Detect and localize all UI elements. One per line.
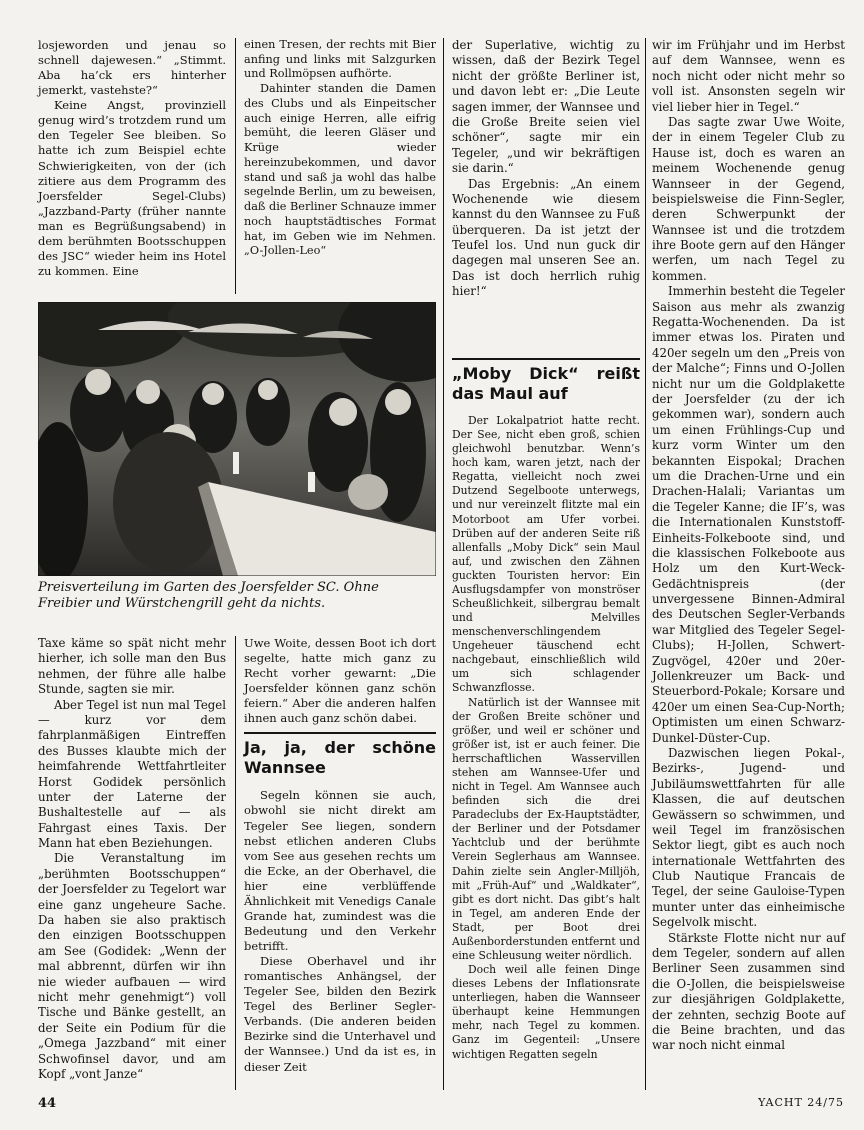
paragraph: Segeln können sie auch, obwohl sie nicht direkt am Tegeler See liegen, sondern nebst etlichen anderen Clubs vom See aus gesehen rechts um die Ecke, an der Oberhavel, die hier eine verblüffende Ähnlichkeit mit Venedigs Canale Grande hat, zumindest was die Bedeutung und den Verkehr betrifft. [244,788,436,953]
subheading-moby-dick: „Moby Dick“ reißt das Maul auf [452,358,640,404]
column-4 [652,38,845,1054]
page-number: 44 [38,1096,57,1111]
column-rule [443,38,444,1090]
column-rule [235,38,236,294]
paragraph: Das sagte zwar Uwe Woite, der in einem Tegeler Club zu Hause ist, doch es waren an meinem Wochenende genug Wannseer in der Gegend, beispielsweise die Finn-Segler, deren Schwerpunkt der Wannsee ist und die trotzdem ihre Boote gern auf den Hänger werfen, um nach Tegel zu kommen. [652,114,845,283]
column-2-bottom [244,636,436,1075]
paragraph: der Superlative, wichtig zu wissen, daß der Bezirk Tegel nicht der größte Berliner ist, und davon lebt er: „Die Leute sagen immer, der Wannsee und die Große Breite seien viel schöner“, sagte mir ein Tegeler, „und wir bekräftigen sie darin.“ [452,38,640,176]
paragraph: wir im Frühjahr und im Herbst auf dem Wannsee, wenn es noch nicht oder nicht mehr so voll ist. Ansonsten segeln wir viel lieber hier in Tegel.“ [652,38,845,114]
column-3-bottom [452,352,640,1062]
paragraph: Dahinter standen die Damen des Clubs und als Einpeitscher auch einige Herren, alle eifrig bemüht, die leeren Gläser und Krüge wieder hereinzubekommen, und davor stand und saß ja wohl das halbe segelnde Berlin, um zu beweisen, daß die Berliner Schnauze immer noch hauptstädtisches Format hat, im Geben wie im Nehmen. „O-Jollen-Leo“ [244,82,436,258]
paragraph: einen Tresen, der rechts mit Bier anfing und links mit Salzgurken und Rollmöpsen aufhörte. [244,38,436,81]
column-rule [235,636,236,1090]
photo-caption: Preisverteilung im Garten des Joersfelder SC. Ohne Freibier und Würstchengrill geht da nichts. [38,580,379,611]
column-2-top [244,38,436,259]
photo-image [38,302,436,576]
paragraph: Keine Angst, provinziell genug wird’s trotzdem rund um den Tegeler See bleiben. So hatte ich zum Beispiel echte Schwierigkeiten, von der (ich zitiere aus dem Programm des Joersfelder Segel-Clubs) „Jazzband-Party (früher nannte man es Begrüßungsabend) in dem berühmten Bootsschuppen des JSC“ wieder heim ins Hotel zu kommen. Eine [38,98,226,278]
paragraph: Dazwischen liegen Pokal-, Bezirks-, Jugend- und Jubiläumswettfahrten für alle Klassen, die auf deutschen Gewässern so schwimmen, und weil Tegel im französischen Sektor liegt, gibt es auch noch internationale Wettfahrten des Club Nautique Francais de Tegel, der seine Gauloise-Typen munter unter das einheimische Segelvolk mischt. [652,745,845,930]
paragraph: Immerhin besteht die Tegeler Saison aus mehr als zwanzig Regatta-Wochenenden. Da ist immer etwas los. Piraten und 420er segeln um den „Preis von der Malche“; Finns und O-Jollen nicht nur um die Goldplakette der Joersfelder (zu der ich gekommen war), sondern auch um einen Frühlings-Cup und kurz vorm Winter um den bekannten Eispokal; Drachen um die Drachen-Urne und ein Drachen-Halali; Variantas um die Tegeler Kanne; die IF’s, was die Internationalen Kunststoff-Einheits-Folkeboote sind, und die klassischen Folkeboote aus Holz um den Kurt-Weck-Gedächtnispreis (der unvergessene Binnen-Admiral des Deutschen Segler-Verbands war Mitglied des Tegeler Segel-Clubs); H-Jollen, Schwert-Zugvögel, 420er und 20er-Jollenkreuzer um Back- und Steuerbord-Pokale; Korsare und 420er um einen Sea-Cup-North; Optimisten um einen Schwarz-Dunkel-Düster-Cup. [652,284,845,745]
column-1-bottom [38,636,226,1082]
magazine-issue: YACHT 24/75 [758,1096,844,1109]
column-3-top [452,38,640,300]
paragraph: Taxe käme so spät nicht mehr hierher, ich solle man den Bus nehmen, der führe alle halbe Stunde, sagten sie mir. [38,636,226,697]
paragraph: Diese Oberhavel und ihr romantisches Anhängsel, der Tegeler See, bilden den Bezirk Tegel des Berliner Segler-Verbands. (Die anderen beiden Bezirke sind die Unterhavel und der Wannsee.) Und da ist es, in dieser Zeit [244,954,436,1074]
photo-garden-party [38,302,436,576]
column-1-top [38,38,226,279]
paragraph: Stärkste Flotte nicht nur auf dem Tegeler, sondern auf allen Berliner Seen zusammen sind die O-Jollen, die beispielsweise zur diesjährigen Goldplakette, der zehnten, sechzig Boote auf die Beine brachten, und das war noch nicht einmal [652,930,845,1053]
paragraph: Der Lokalpatriot hatte recht. Der See, nicht eben groß, schien gleichwohl benutzbar. Wenn’s hoch kam, waren jetzt, nach der Regatta, vielleicht noch zwei Dutzend Segelboote unterwegs, und nur vereinzelt flitzte mal ein Motorboot am Ufer vorbei. Drüben auf der anderen Seite riß allenfalls „Moby Dick“ sein Maul auf, und zwischen den Zähnen guckten Touristen hervor: Ein Ausflugsdampfer von monströser Scheußlichkeit, silbergrau bemalt und Melvilles menschenverschlingendem Ungeheuer täuschend echt nachgebaut, einschließlich wild um sich schlagender Schwanzflosse. [452,414,640,695]
paragraph: Natürlich ist der Wannsee mit der Großen Breite schöner und größer, und weil er schöner und größer ist, ist er auch feiner. Die herrschaftlichen Wasservillen stehen am Wannsee-Ufer und nicht in Tegel. Am Wannsee auch befinden sich die drei Paradeclubs der Ex-Hauptstädter, der Berliner und der Potsdamer Yachtclub und der berühmte Verein Seglerhaus am Wannsee. Dahin zielte sein Angler-Milljöh, mit „Früh-Auf“ und „Waldkater“, gibt es dort nicht. Das gibt’s halt in Tegel, am anderen Ende der Stadt, per Boot drei Außenborderstunden entfernt und eine Schleusung weiter nördlich. [452,695,640,962]
paragraph: Doch weil alle feinen Dinge dieses Lebens der Inflationsrate unterliegen, haben die Wannseer überhaupt keine Hemmungen mehr, nach Tegel zu kommen. Ganz im Gegenteil: „Unsere wichtigen Regatten segeln [452,963,640,1061]
column-rule [645,38,646,1090]
paragraph: Das Ergebnis: „An einem Wochenende wie diesem kannst du den Wannsee zu Fuß überqueren. Da ist jetzt der Teufel los. Und nun guck dir dagegen mal unseren See an. Das ist doch herrlich ruhig hier!“ [452,176,640,299]
subheading-wannsee: Ja, ja, der schöne Wannsee [244,732,436,778]
paragraph: Die Veranstaltung im „berühmten Bootsschuppen“ der Joersfelder zu Tegelort war eine ganz ungeheure Sache. Da haben sie also praktisch den einzigen Bootsschuppen am See (Godidek: „Wenn der mal abbrennt, dürfen wir ihn nie wieder aufbauen — wird nicht mehr genehmigt“) voll Tische und Bänke gestellt, an der Seite ein Podium für die „Omega Jazzband“ mit einer Schwofinsel davor, und am Kopf „vont Janze“ [38,851,226,1081]
paragraph: Aber Tegel ist nun mal Tegel — kurz vor dem fahrplanmäßigen Eintreffen des Busses klaubte mich der heimfahrende Wettfahrtleiter Horst Godidek persönlich unter der Laterne der Bushaltestelle auf — als Fahrgast eines Taxis. Der Mann hat eben Beziehungen. [38,697,226,851]
paragraph: Uwe Woite, dessen Boot ich dort segelte, hatte mich ganz zu Recht vorher gewarnt: „Die Joersfelder können ganz schön feiern.“ Aber die anderen halfen ihnen auch ganz schön dabei. [244,636,436,726]
paragraph: losjeworden und jenau so schnell dajewesen.“ „Stimmt. Aba ha’ck ers hinterher jemerkt, vastehste?“ [38,38,226,98]
